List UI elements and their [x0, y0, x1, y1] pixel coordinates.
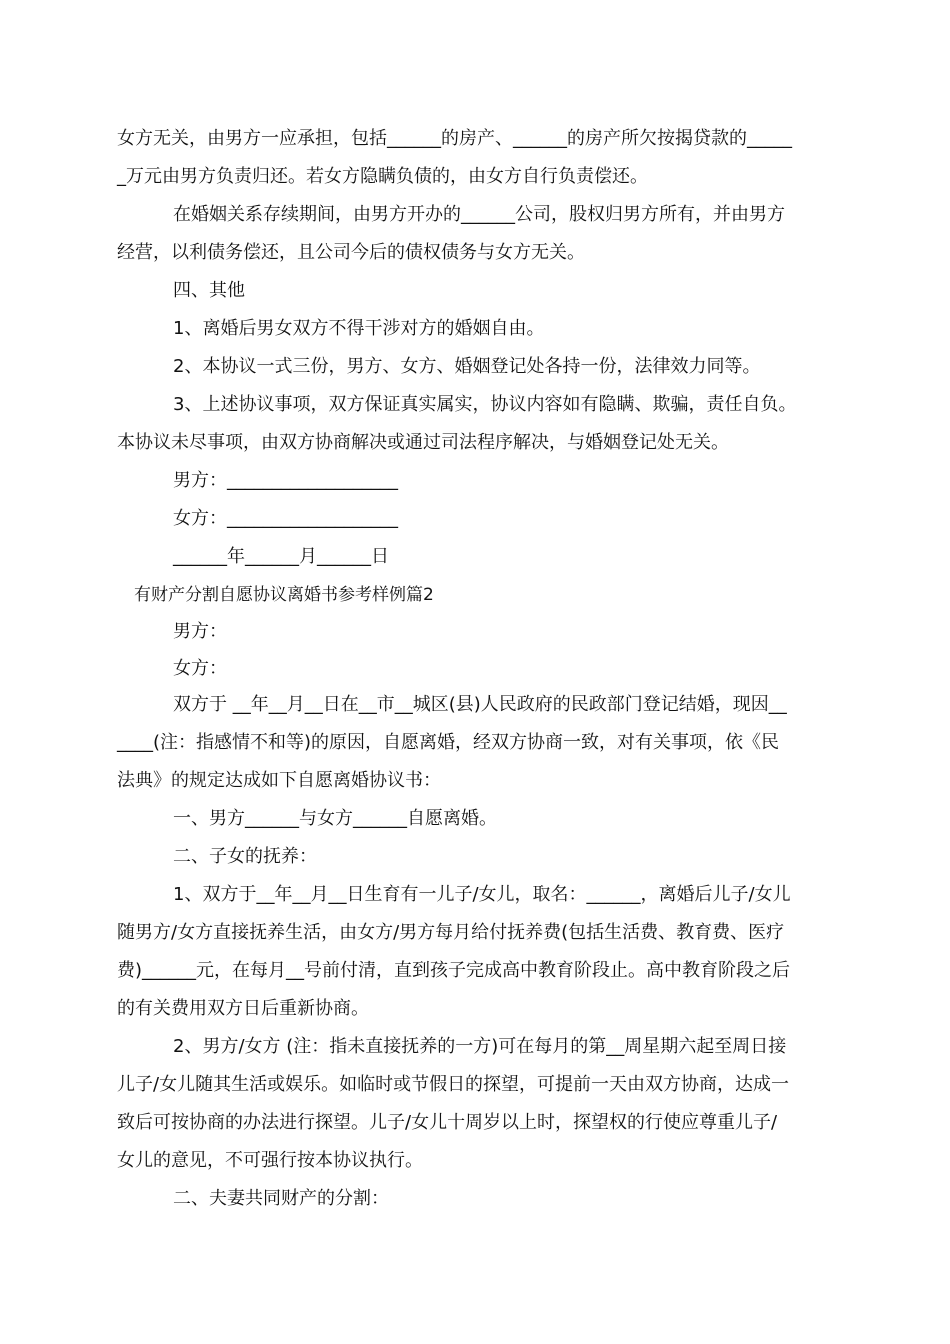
- paragraph-line: 一、男方______与女方______自愿离婚。: [173, 808, 497, 829]
- paragraph-line: 在婚姻关系存续期间，由男方开办的______公司，股权归男方所有，并由男方: [173, 204, 785, 225]
- paragraph-line: 费)______元，在每月__号前付清，直到孩子完成高中教育阶段止。高中教育阶段之后: [117, 960, 791, 981]
- paragraph-line: 1、双方于__年__月__日生育有一儿子/女儿，取名：______，离婚后儿子/女儿: [173, 884, 791, 905]
- paragraph-line: 儿子/女儿随其生活或娱乐。如临时或节假日的探望，可提前一天由双方协商，达成一: [117, 1074, 790, 1095]
- paragraph-line: 的有关费用双方日后重新协商。: [117, 998, 369, 1019]
- paragraph-line: 本协议未尽事项，由双方协商解决或通过司法程序解决，与婚姻登记处无关。: [117, 432, 729, 453]
- paragraph-line: 随男方/女方直接抚养生活，由女方/男方每月给付抚养费(包括生活费、教育费、医疗: [117, 922, 785, 943]
- paragraph-line: 女儿的意见，不可强行按本协议执行。: [117, 1150, 423, 1171]
- paragraph-line: ____(注：指感情不和等)的原因，自愿离婚，经双方协商一致，对有关事项，依《民: [117, 732, 780, 753]
- party-male-label: 男方：: [173, 621, 227, 642]
- paragraph-line: 2、本协议一式三份，男方、女方、婚姻登记处各持一份，法律效力同等。: [173, 356, 761, 377]
- party-female-label: 女方：: [173, 658, 227, 679]
- signature-line-female: 女方：___________________: [173, 508, 398, 529]
- paragraph-line: 经营，以利债务偿还，且公司今后的债权债务与女方无关。: [117, 242, 585, 263]
- paragraph-line: 2、男方/女方 (注：指未直接抚养的一方)可在每月的第__周星期六起至周日接: [173, 1036, 787, 1057]
- paragraph-line: _万元由男方负责归还。若女方隐瞒负债的，由女方自行负责偿还。: [117, 166, 648, 187]
- date-line: ______年______月______日: [173, 546, 389, 567]
- paragraph-line: 1、离婚后男女双方不得干涉对方的婚姻自由。: [173, 318, 545, 339]
- section-heading: 四、其他: [173, 280, 245, 301]
- signature-line-male: 男方：___________________: [173, 470, 398, 491]
- section-heading: 二、子女的抚养：: [173, 846, 317, 867]
- paragraph-line: 女方无关，由男方一应承担，包括______的房产、______的房产所欠按揭贷款的_____: [117, 128, 792, 149]
- section-heading: 二、夫妻共同财产的分割：: [173, 1188, 389, 1209]
- paragraph-line: 法典》的规定达成如下自愿离婚协议书：: [117, 770, 441, 791]
- document-title: 有财产分割自愿协议离婚书参考样例篇2: [134, 585, 434, 605]
- paragraph-line: 双方于 __年__月__日在__市__城区(县)人民政府的民政部门登记结婚，现因__: [173, 694, 787, 715]
- paragraph-line: 致后可按协商的办法进行探望。儿子/女儿十周岁以上时，探望权的行使应尊重儿子/: [117, 1112, 778, 1133]
- paragraph-line: 3、上述协议事项，双方保证真实属实，协议内容如有隐瞒、欺骗，责任自负。: [173, 394, 797, 415]
